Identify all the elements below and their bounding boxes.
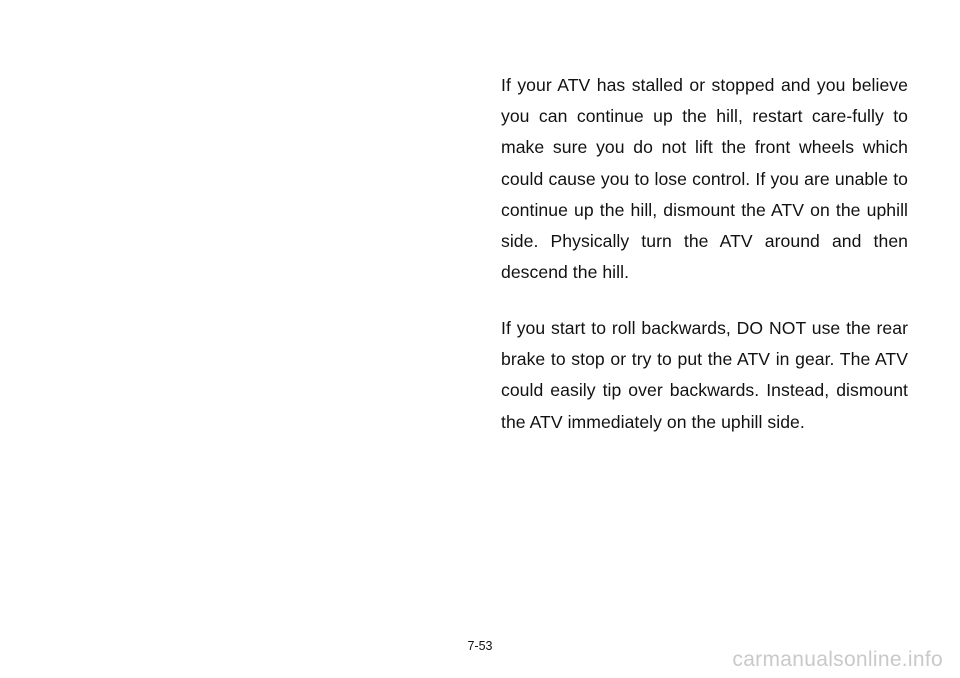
- paragraph-stalled-on-hill: If your ATV has stalled or stopped and you believe you can continue up the hill, restart care-fully to make sure you do not lift the front wheels which could cause you to lose control. If you are unable to continue up the hill, dismount the ATV on the uphill side. Physically turn the ATV around and then descend the hill.: [501, 75, 908, 283]
- paragraph-rolling-backwards: If you start to roll backwards, DO NOT use the rear brake to stop or try to put the ATV in gear. The ATV could easily tip over backwards. Instead, dismount the ATV immediately on the uphill side.: [501, 318, 908, 432]
- page-number: 7-53: [467, 639, 493, 653]
- text-column-bottom: [501, 313, 908, 438]
- watermark: carmanualsonline.info: [732, 648, 943, 671]
- text-column-top: [501, 70, 908, 288]
